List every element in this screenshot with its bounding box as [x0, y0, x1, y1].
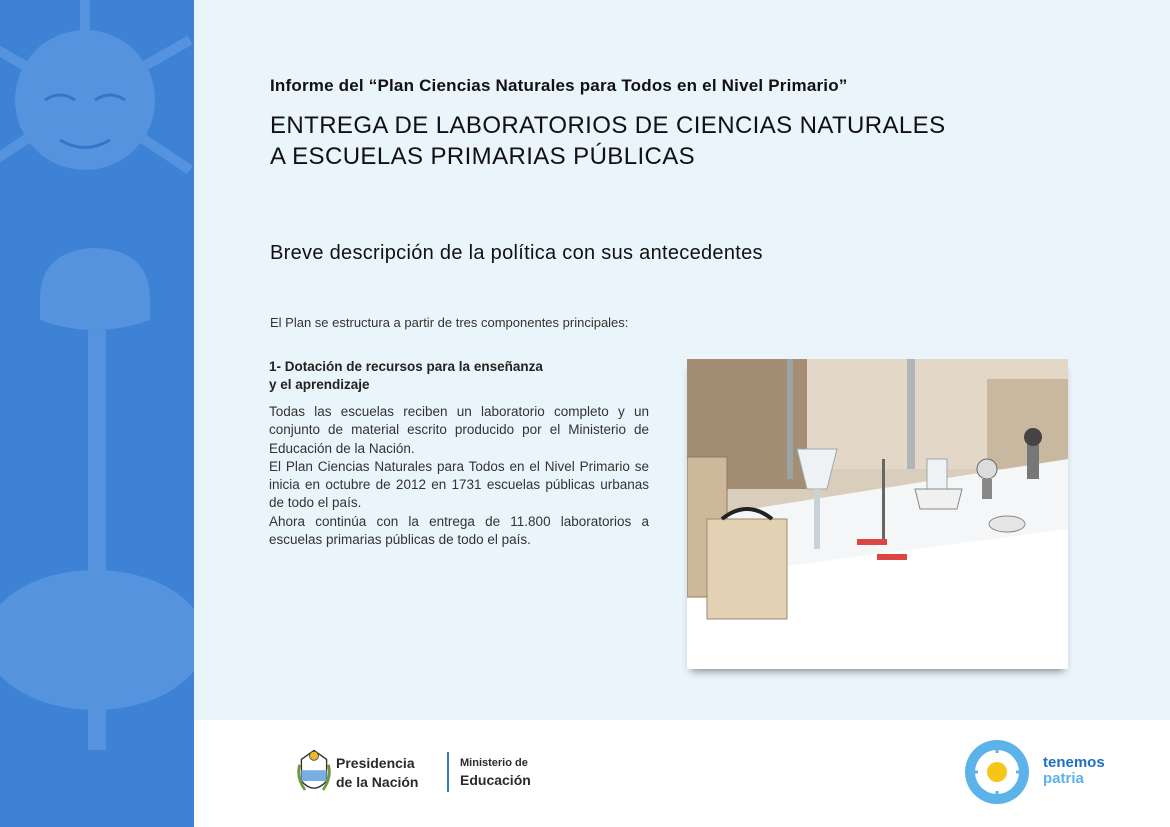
tenemos-text: tenemos: [1043, 754, 1105, 771]
title-line-1: ENTREGA DE LABORATORIOS DE CIENCIAS NATURALES: [270, 112, 946, 139]
page-title: [270, 110, 1090, 172]
component-title-line-2: y el aprendizaje: [269, 377, 370, 392]
presidencia-line-2: de la Nación: [336, 774, 419, 790]
component-title-line-1: 1- Dotación de recursos para la enseñanza: [269, 359, 543, 374]
sidebar-band: [0, 0, 194, 827]
sun-emblem-watermark: [0, 0, 194, 827]
ministerio-line-2: Educación: [460, 772, 531, 788]
body-paragraph: El Plan Ciencias Naturales para Todos en el Nivel Primario se inicia en octubre de 2012 en 1731 escuelas públicas urbanas de todo el país.: [269, 458, 649, 511]
report-subtitle: Informe del “Plan Ciencias Naturales para Todos en el Nivel Primario”: [270, 76, 848, 95]
logo-divider: [447, 752, 449, 792]
presidencia-line-1: Presidencia: [336, 755, 415, 771]
laboratory-photo: [687, 359, 1068, 669]
presidencia-logo-text: [336, 754, 418, 792]
title-line-2: A ESCUELAS PRIMARIAS PÚBLICAS: [270, 143, 696, 170]
body-paragraph: Todas las escuelas reciben un laboratorio completo y un conjunto de material escrito producido por el Ministerio de Educación de la Nación.: [269, 404, 649, 456]
tenemos-patria-logo-text: [1043, 755, 1105, 787]
section-heading: Breve descripción de la política con sus antecedentes: [270, 242, 763, 264]
section-intro: El Plan se estructura a partir de tres componentes principales:: [270, 315, 629, 330]
component-body: [269, 403, 649, 549]
national-coat-of-arms-icon: [296, 744, 332, 800]
ministerio-line-1: Ministerio de: [460, 757, 528, 769]
ministerio-logo-text: [460, 756, 531, 789]
lab-equipment-image: [687, 359, 1068, 631]
patria-text: patria: [1043, 770, 1084, 787]
body-paragraph: Ahora continúa con la entrega de 11.800 laboratorios a escuelas primarias públicas de todo el país.: [269, 513, 649, 548]
component-title: [269, 358, 629, 394]
tenemos-patria-sun-icon: [964, 739, 1030, 805]
